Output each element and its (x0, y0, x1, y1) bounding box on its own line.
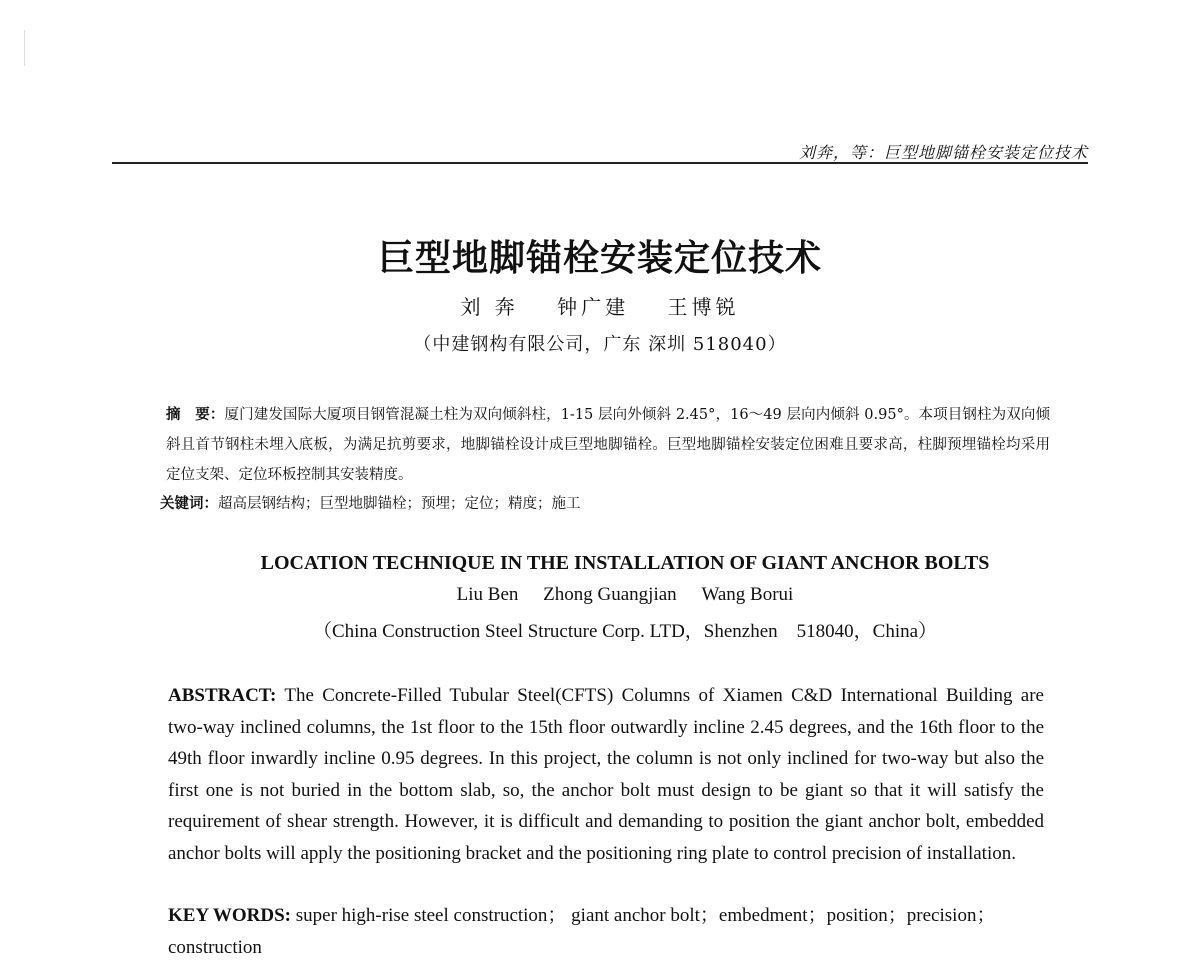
author-cn-2: 钟广建 (557, 295, 630, 319)
authors-english (0, 584, 1200, 606)
author-cn-1: 刘 奔 (460, 295, 519, 319)
author-cn-3: 王博锐 (667, 295, 740, 319)
author-en-1: Liu Ben (456, 584, 519, 605)
abstract-cn-text: 厦门建发国际大厦项目钢管混凝土柱为双向倾斜柱，1-15 层向外倾斜 2.45°，16～49 层向内倾斜 0.95°。本项目钢柱为双向倾斜且首节钢柱未埋入底板，为满足抗剪要求，地脚锚栓设计成巨型地脚锚栓。巨型地脚锚栓安装定位困难且要求高，柱脚预埋锚栓均采用定位支架、定位环板控制其安装精度。 (166, 407, 1051, 483)
authors-chinese (0, 291, 1200, 320)
keywords-cn-label: 关键词： (160, 495, 218, 512)
keywords-english (168, 900, 1044, 963)
affiliation-english: （China Construction Steel Structure Corp. LTD，Shenzhen 518040，China） (312, 621, 938, 642)
abstract-english (168, 680, 1044, 869)
abstract-en-text: The Concrete-Filled Tubular Steel(CFTS) Columns of Xiamen C&D International Building are two-way inclined columns, the 1st floor to the 15th floor outwardly incline 2.45 degrees, and the 16th floor to the 49th floor inwardly incline 0.95 degrees. In this project, the column is not only inclined for two-way but also the first one is not buried in the bottom slab, so, the anchor bolt must design to be giant so that it will satisfy the requirement of shear strength. However, it is difficult and demanding to position the giant anchor bolt, embedded anchor bolts will apply the positioning bracket and the positioning ring plate to control precision of installation. (168, 685, 1044, 864)
keywords-cn-text: 超高层钢结构；巨型地脚锚栓；预埋；定位；精度；施工 (218, 496, 581, 512)
header-rule (112, 162, 1088, 164)
keywords-en-text: super high-rise steel construction； giant anchor bolt；embedment；position；precision；construction (168, 905, 996, 958)
title-english: LOCATION TECHNIQUE IN THE INSTALLATION OF GIANT ANCHOR BOLTS (260, 552, 990, 574)
running-head: 刘奔，等：巨型地脚锚栓安装定位技术 (798, 143, 1088, 162)
scan-edge-mark (24, 30, 25, 66)
keywords-chinese (160, 490, 1050, 518)
author-en-2: Zhong Guangjian (543, 584, 677, 605)
affiliation-chinese: （中建钢构有限公司，广东 深圳 518040） (413, 334, 787, 355)
abstract-cn-label: 摘 要： (166, 406, 225, 423)
abstract-chinese (166, 400, 1050, 490)
title-chinese: 巨型地脚锚栓安装定位技术 (377, 238, 822, 279)
author-en-3: Wang Borui (701, 584, 794, 605)
abstract-en-label: ABSTRACT: (168, 685, 277, 706)
keywords-en-label: KEY WORDS: (168, 905, 291, 926)
